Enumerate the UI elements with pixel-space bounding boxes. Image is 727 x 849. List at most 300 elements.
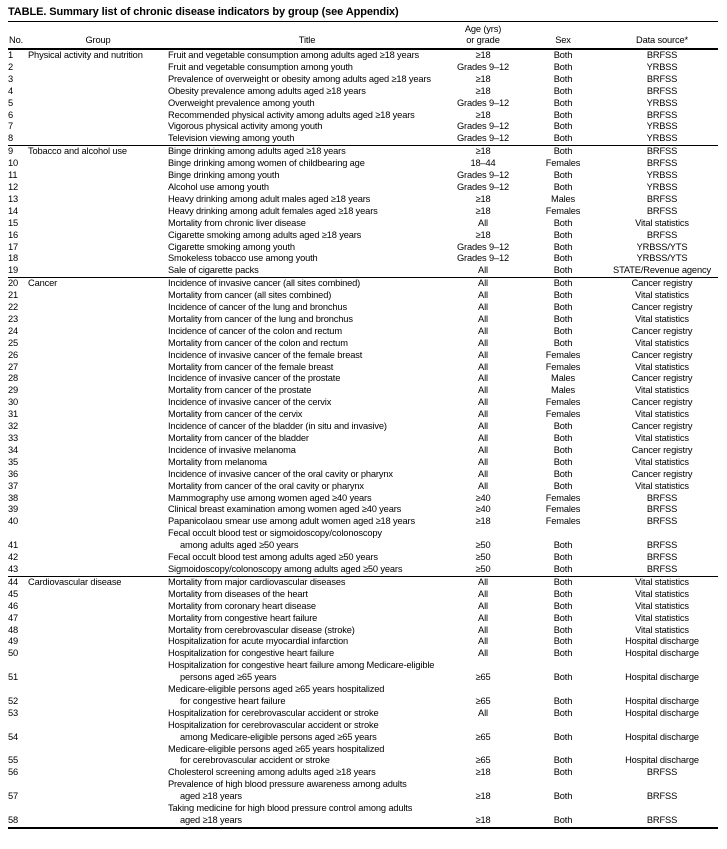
row-age: ≥18 (475, 85, 491, 96)
row-title-line1: Incidence of invasive cancer of the cervix (168, 397, 332, 408)
row-title (168, 421, 446, 433)
row-sex: Both (553, 133, 573, 144)
row-number: 6 (8, 109, 14, 120)
row-group (28, 504, 168, 516)
table-row (8, 218, 718, 230)
row-age: ≥65 (475, 672, 491, 683)
row-sex: Females (545, 397, 581, 408)
row-source: Vital statistics (635, 600, 689, 611)
row-title (168, 242, 446, 254)
row-title-line1: Binge drinking among adults aged ≥18 years (168, 146, 346, 157)
row-sex: Females (545, 158, 581, 169)
row-source: Vital statistics (635, 313, 689, 324)
row-age: All (478, 278, 488, 289)
col-header-no: No. (9, 34, 24, 45)
row-group (28, 110, 168, 122)
row-number: 29 (8, 385, 19, 396)
table-row (8, 194, 718, 206)
table-row (8, 158, 718, 170)
row-age: All (478, 600, 488, 611)
table-row (8, 421, 718, 433)
row-source: Vital statistics (635, 337, 689, 348)
row-age: ≥18 (475, 73, 491, 84)
row-source: Vital statistics (635, 385, 689, 396)
col-header-age-line2: or grade (466, 34, 500, 45)
row-number: 51 (8, 672, 19, 683)
row-group: Cancer (28, 278, 58, 289)
row-group (28, 86, 168, 98)
row-number: 19 (8, 265, 19, 276)
row-title-line1: Overweight prevalence among youth (168, 97, 315, 108)
row-source: Cancer registry (631, 373, 693, 384)
row-age: All (478, 707, 488, 718)
row-age: ≥65 (475, 731, 491, 742)
table-row (8, 528, 718, 552)
row-title-line2: for cerebrovascular accident or stroke (180, 755, 330, 766)
row-title (168, 230, 446, 242)
row-title (168, 49, 446, 62)
row-title-line1: Mortality from cancer of the oral cavity or pharynx (168, 480, 364, 491)
row-number: 3 (8, 73, 14, 84)
row-sex: Both (553, 253, 573, 264)
row-number: 18 (8, 253, 19, 264)
row-source: YRBSS/YTS (636, 253, 688, 264)
row-age: ≥50 (475, 552, 491, 563)
row-source: Vital statistics (635, 612, 689, 623)
table-row (8, 648, 718, 660)
row-title-line1: Incidence of cancer of the lung and bronchus (168, 302, 347, 313)
row-title-line1: Mortality from cancer of the lung and bronchus (168, 313, 353, 324)
row-source: Vital statistics (635, 480, 689, 491)
row-title-line1: Mortality from cerebrovascular disease (stroke) (168, 624, 355, 635)
row-title-line1: Cigarette smoking among adults aged ≥18 years (168, 229, 362, 240)
row-source: YRBSS (646, 97, 678, 108)
row-number: 36 (8, 468, 19, 479)
row-sex: Both (553, 695, 573, 706)
row-sex: Both (553, 624, 573, 635)
row-sex: Both (553, 480, 573, 491)
row-title-line1: Papanicolaou smear use among adult women aged ≥18 years (168, 516, 415, 527)
row-number: 28 (8, 373, 19, 384)
row-group (28, 625, 168, 637)
row-title-line1: Fecal occult blood test among adults aged ≥50 years (168, 552, 378, 563)
table-row (8, 146, 718, 158)
row-age: All (478, 337, 488, 348)
row-source: Cancer registry (631, 302, 693, 313)
row-group (28, 779, 168, 803)
table-row (8, 242, 718, 254)
row-source: BRFSS (646, 815, 678, 825)
row-group (28, 684, 168, 708)
table-row (8, 133, 718, 145)
row-group (28, 326, 168, 338)
row-number: 11 (8, 170, 18, 181)
row-title-line1: Alcohol use among youth (168, 181, 269, 192)
col-header-group: Group (85, 34, 111, 45)
row-group (28, 409, 168, 421)
row-number: 21 (8, 290, 19, 301)
row-title (168, 708, 446, 720)
table-row (8, 362, 718, 374)
row-title-line1: Binge drinking among youth (168, 170, 280, 181)
row-title (168, 182, 446, 194)
row-age: All (478, 385, 488, 396)
row-source: YRBSS (646, 121, 678, 132)
row-source: YRBSS (646, 61, 678, 72)
col-header-source: Data source* (636, 34, 688, 45)
row-number: 43 (8, 563, 19, 574)
row-source: BRFSS (646, 492, 678, 503)
row-sex: Both (553, 170, 573, 181)
table-title: TABLE. Summary list of chronic disease indicators by group (see Appendix) (8, 6, 399, 18)
row-number: 57 (8, 791, 19, 802)
row-title (168, 589, 446, 601)
table-row (8, 589, 718, 601)
table-row (8, 636, 718, 648)
row-group (28, 601, 168, 613)
row-source: BRFSS (646, 540, 678, 551)
row-title-line1: Incidence of invasive cancer of the oral cavity or pharynx (168, 468, 393, 479)
row-title-line1: Mortality from cancer of the colon and rectum (168, 337, 348, 348)
row-age: All (478, 456, 488, 467)
row-sex: Both (553, 815, 573, 825)
row-age: ≥18 (475, 229, 491, 240)
table-row (8, 278, 718, 290)
row-title (168, 278, 446, 290)
row-age: All (478, 421, 488, 432)
table-row (8, 576, 718, 588)
row-title (168, 469, 446, 481)
row-group (28, 290, 168, 302)
row-number: 9 (8, 146, 14, 157)
row-title-line1: Heavy drinking among adult females aged ≥18 years (168, 205, 378, 216)
row-title-line1: Obesity prevalence among adults aged ≥18 years (168, 85, 366, 96)
row-group (28, 62, 168, 74)
row-title (168, 110, 446, 122)
row-title-line1: Smokeless tobacco use among youth (168, 253, 318, 264)
row-sex: Both (553, 552, 573, 563)
row-title (168, 613, 446, 625)
row-number: 10 (8, 158, 19, 169)
row-title (168, 552, 446, 564)
row-source: Hospital discharge (625, 707, 699, 718)
row-number: 56 (8, 767, 19, 778)
row-group (28, 397, 168, 409)
row-group (28, 230, 168, 242)
row-title-line1: Hospitalization for cerebrovascular accident or stroke (168, 719, 379, 730)
row-title-line1: Television viewing among youth (168, 133, 295, 144)
row-title (168, 767, 446, 779)
row-source: BRFSS (646, 504, 678, 515)
row-title-line1: Binge drinking among women of childbearing age (168, 158, 365, 169)
table-row (8, 504, 718, 516)
row-title (168, 481, 446, 493)
row-title-line1: Mortality from cancer of the cervix (168, 409, 303, 420)
row-group (28, 194, 168, 206)
table-row (8, 516, 718, 528)
row-age: All (478, 325, 488, 336)
row-source: Hospital discharge (625, 731, 699, 742)
row-title (168, 516, 446, 528)
row-title-line1: Mortality from cancer of the bladder (168, 433, 309, 443)
row-number: 7 (8, 121, 14, 132)
row-number: 52 (8, 695, 19, 706)
row-title (168, 660, 446, 684)
row-number: 33 (8, 433, 19, 443)
row-number: 38 (8, 492, 19, 503)
header-row (8, 22, 718, 50)
row-group (28, 362, 168, 374)
row-number: 22 (8, 302, 19, 313)
row-title (168, 385, 446, 397)
row-title-line2: aged ≥18 years (180, 791, 242, 802)
row-group (28, 481, 168, 493)
row-group: Physical activity and nutrition (28, 50, 143, 60)
row-group (28, 121, 168, 133)
row-sex: Females (545, 504, 581, 515)
row-title (168, 528, 446, 552)
row-group: Cardiovascular disease (28, 576, 122, 587)
row-sex: Both (553, 302, 573, 313)
row-title (168, 338, 446, 350)
row-title-line1: Fruit and vegetable consumption among youth (168, 61, 353, 72)
row-age: All (478, 373, 488, 384)
row-age: ≥50 (475, 563, 491, 574)
row-group (28, 528, 168, 552)
row-source: BRFSS (646, 552, 678, 563)
row-title-line2: among Medicare-eligible persons aged ≥65 years (180, 731, 377, 742)
row-source: Hospital discharge (625, 755, 699, 766)
table-row (8, 409, 718, 421)
row-title (168, 493, 446, 505)
table-row (8, 660, 718, 684)
table-row (8, 110, 718, 122)
row-title (168, 218, 446, 230)
table-row (8, 552, 718, 564)
row-source: BRFSS (646, 563, 678, 574)
row-sex: Both (553, 731, 573, 742)
row-group (28, 265, 168, 277)
row-age: All (478, 361, 488, 372)
row-group (28, 648, 168, 660)
col-header-age-line1: Age (yrs) (464, 24, 502, 34)
row-title-line1: Mortality from cancer of the female breast (168, 361, 334, 372)
row-group (28, 314, 168, 326)
row-age: ≥40 (475, 492, 491, 503)
row-source: BRFSS (646, 205, 678, 216)
row-age: All (478, 290, 488, 301)
row-title-line1: Mortality from melanoma (168, 456, 267, 467)
row-source: YRBSS (646, 181, 678, 192)
row-source: BRFSS (646, 109, 678, 120)
row-age: All (478, 349, 488, 360)
row-source: BRFSS (646, 158, 678, 169)
row-number: 46 (8, 600, 19, 611)
table-row (8, 720, 718, 744)
row-group (28, 516, 168, 528)
row-sex: Females (545, 361, 581, 372)
row-group (28, 242, 168, 254)
row-number: 50 (8, 648, 19, 659)
row-title-line1: Medicare-eligible persons aged ≥65 years hospitalized (168, 684, 385, 695)
row-title (168, 803, 446, 828)
row-sex: Both (553, 767, 573, 778)
row-number: 34 (8, 444, 19, 455)
row-age: All (478, 397, 488, 408)
row-number: 37 (8, 480, 19, 491)
row-number: 35 (8, 456, 19, 467)
row-sex: Both (553, 337, 573, 348)
row-group (28, 338, 168, 350)
table-row (8, 613, 718, 625)
row-title (168, 62, 446, 74)
row-title (168, 170, 446, 182)
table-row (8, 373, 718, 385)
row-title (168, 625, 446, 637)
table-row (8, 433, 718, 445)
table-body (8, 49, 718, 828)
row-number: 54 (8, 731, 19, 742)
row-source: YRBSS (646, 170, 678, 181)
row-sex: Both (553, 600, 573, 611)
row-number: 13 (8, 193, 19, 204)
row-number: 47 (8, 612, 19, 623)
table-row (8, 457, 718, 469)
row-number: 32 (8, 421, 19, 432)
row-number: 30 (8, 397, 19, 408)
row-number: 8 (8, 133, 14, 144)
row-title (168, 397, 446, 409)
row-sex: Both (553, 290, 573, 301)
row-age: All (478, 480, 488, 491)
row-title-line2: among adults aged ≥50 years (180, 540, 299, 551)
row-age: All (478, 576, 488, 587)
row-title (168, 576, 446, 588)
row-title (168, 744, 446, 768)
row-age: ≥18 (475, 109, 491, 120)
table-row (8, 625, 718, 637)
row-sex: Both (553, 648, 573, 659)
row-age: Grades 9–12 (456, 97, 510, 108)
row-source: Vital statistics (635, 588, 689, 599)
row-title-line1: Hospitalization for cerebrovascular accident or stroke (168, 707, 379, 718)
row-age: All (478, 433, 488, 443)
row-title-line1: Mortality from congestive heart failure (168, 612, 318, 623)
row-age: ≥65 (475, 755, 491, 766)
row-title-line1: Mortality from coronary heart disease (168, 600, 316, 611)
row-source: BRFSS (646, 146, 678, 157)
row-number: 17 (8, 241, 19, 252)
col-header-sex: Sex (555, 34, 571, 45)
table-row (8, 290, 718, 302)
table-header (8, 22, 718, 50)
row-sex: Both (553, 121, 573, 132)
row-age: All (478, 409, 488, 420)
table-row (8, 767, 718, 779)
row-number: 25 (8, 337, 19, 348)
row-group (28, 803, 168, 828)
row-number: 40 (8, 516, 19, 527)
row-source: YRBSS/YTS (636, 241, 688, 252)
row-sex: Both (553, 444, 573, 455)
row-age: All (478, 468, 488, 479)
row-source: BRFSS (646, 73, 678, 84)
row-sex: Males (550, 373, 576, 384)
row-number: 42 (8, 552, 19, 563)
row-sex: Both (553, 50, 573, 60)
row-title-line1: Fruit and vegetable consumption among adults aged ≥18 years (168, 50, 420, 60)
row-number: 4 (8, 85, 14, 96)
row-group (28, 350, 168, 362)
row-group (28, 660, 168, 684)
row-group (28, 218, 168, 230)
row-sex: Both (553, 672, 573, 683)
row-sex: Females (545, 409, 581, 420)
row-sex: Females (545, 205, 581, 216)
table-row (8, 121, 718, 133)
row-title (168, 302, 446, 314)
row-title-line1: Recommended physical activity among adults aged ≥18 years (168, 109, 415, 120)
row-age: Grades 9–12 (456, 170, 510, 181)
table-row (8, 338, 718, 350)
row-title-line1: Incidence of invasive cancer (all sites combined) (168, 278, 361, 289)
row-number: 26 (8, 349, 19, 360)
table-row (8, 397, 718, 409)
row-title (168, 158, 446, 170)
table-row (8, 170, 718, 182)
row-title-line1: Mortality from diseases of the heart (168, 588, 308, 599)
row-source: BRFSS (646, 85, 678, 96)
row-group (28, 373, 168, 385)
row-age: Grades 9–12 (456, 181, 510, 192)
row-source: Cancer registry (631, 468, 693, 479)
row-title (168, 265, 446, 277)
row-age: All (478, 444, 488, 455)
row-group (28, 564, 168, 576)
row-title-line1: Prevalence of overweight or obesity among adults aged ≥18 years (168, 73, 431, 84)
table-row (8, 445, 718, 457)
row-title-line1: Incidence of cancer of the colon and rectum (168, 325, 342, 336)
row-number: 2 (8, 61, 14, 72)
row-title-line1: Incidence of cancer of the bladder (in situ and invasive) (168, 421, 387, 432)
row-sex: Both (553, 421, 573, 432)
row-number: 55 (8, 755, 19, 766)
row-number: 5 (8, 97, 14, 108)
table-row (8, 230, 718, 242)
row-source: Vital statistics (635, 456, 689, 467)
row-title (168, 457, 446, 469)
row-title (168, 720, 446, 744)
row-title (168, 121, 446, 133)
row-age: All (478, 648, 488, 659)
row-title-line1: Taking medicine for high blood pressure control among adults (168, 803, 413, 814)
row-source: BRFSS (646, 50, 678, 60)
row-number: 53 (8, 707, 19, 718)
table-row (8, 708, 718, 720)
row-source: Cancer registry (631, 397, 693, 408)
row-title-line1: Fecal occult blood test or sigmoidoscopy/colonoscopy (168, 528, 382, 539)
row-title (168, 564, 446, 576)
row-title (168, 684, 446, 708)
row-title (168, 350, 446, 362)
row-source: Hospital discharge (625, 648, 699, 659)
row-group: Tobacco and alcohol use (28, 146, 127, 157)
row-sex: Both (553, 612, 573, 623)
row-group (28, 158, 168, 170)
row-title-line1: Hospitalization for acute myocardial infarction (168, 636, 349, 647)
row-group (28, 744, 168, 768)
row-source: YRBSS (646, 133, 678, 144)
